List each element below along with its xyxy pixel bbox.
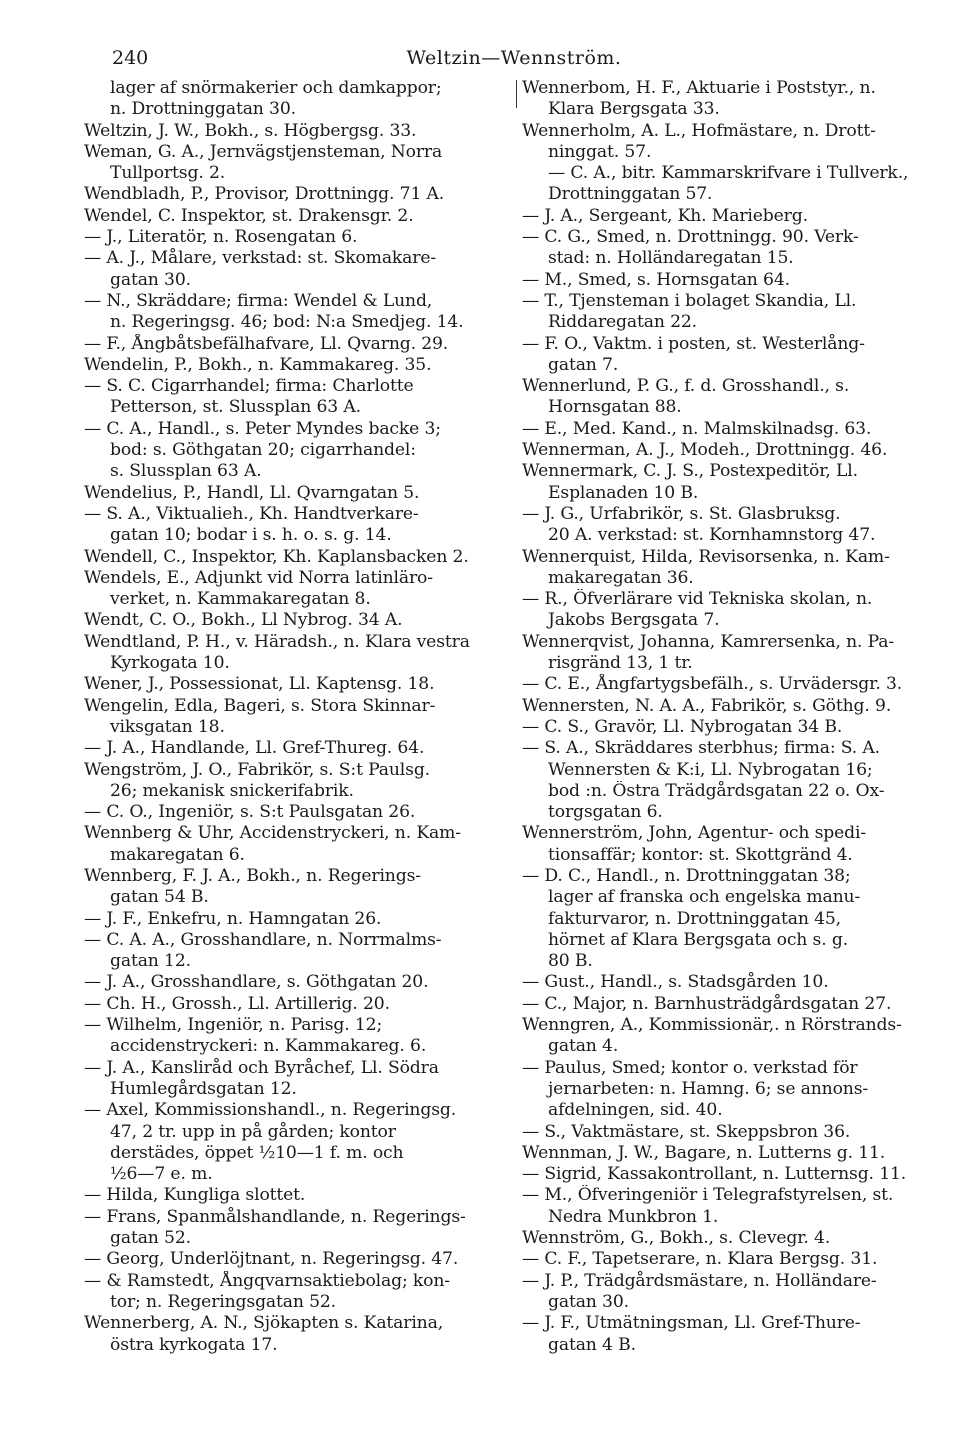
directory-line: — N., Skräddare; firma: Wendel & Lund,	[84, 290, 433, 311]
directory-line: — C. A., Handl., s. Peter Myndes backe 3;	[84, 418, 441, 439]
directory-line: — C. E., Ångfartygsbefälh., s. Urvädersgr. 3.	[522, 674, 903, 695]
directory-line: Wennerberg, A. N., Sjökapten s. Katarina,	[84, 1313, 444, 1334]
directory-line: — C. S., Gravör, Ll. Nybrogatan 34 B.	[522, 716, 843, 737]
directory-line: Wengelin, Edla, Bageri, s. Stora Skinnar-	[84, 695, 436, 716]
directory-line: Wendtland, P. H., v. Häradsh., n. Klara vestra	[84, 631, 470, 652]
directory-line: lager af snörmakerier och damkappor;	[110, 78, 442, 98]
directory-line: stad: n. Holländaregatan 15.	[548, 248, 794, 269]
directory-line: — J., Literatör, n. Rosengatan 6.	[84, 227, 358, 248]
directory-line: verket, n. Kammakaregatan 8.	[110, 589, 371, 610]
directory-line: gatan 30.	[548, 1291, 629, 1312]
directory-line: — D. C., Handl., n. Drottninggatan 38;	[522, 865, 851, 886]
directory-line: 20 A. verkstad: st. Kornhamnstorg 47.	[548, 525, 876, 546]
directory-line: — Hilda, Kungliga slottet.	[84, 1185, 306, 1206]
directory-line: Wendt, C. O., Bokh., Ll Nybrog. 34 A.	[84, 610, 403, 631]
directory-line: — Axel, Kommissionshandl., n. Regeringsg.	[84, 1100, 457, 1121]
directory-line: Wennström, G., Bokh., s. Clevegr. 4.	[522, 1228, 831, 1249]
directory-line: Humlegårdsgatan 12.	[110, 1078, 297, 1099]
directory-line: östra kyrkogata 17.	[110, 1334, 278, 1355]
directory-line: Wennman, J. W., Bagare, n. Lutterns g. 11.	[522, 1142, 886, 1163]
directory-line: gatan 7.	[548, 354, 619, 375]
directory-line: — E., Med. Kand., n. Malmskilnadsg. 63.	[522, 418, 872, 439]
directory-line: — S., Vaktmästare, st. Skeppsbron 36.	[522, 1121, 851, 1142]
directory-line: Nedra Munkbron 1.	[548, 1206, 719, 1227]
directory-line: gatan 4.	[548, 1036, 619, 1057]
page-header	[84, 44, 944, 72]
directory-line: — C., Major, n. Barnhusträdgårdsgatan 27.	[522, 993, 892, 1014]
directory-line: — Georg, Underlöjtnant, n. Regeringsg. 47.	[84, 1249, 459, 1270]
directory-line: — A. J., Målare, verkstad: st. Skomakare-	[84, 248, 437, 269]
directory-line: Wennberg & Uhr, Accidenstryckeri, n. Kam-	[84, 823, 461, 844]
directory-line: Wendelius, P., Handl, Ll. Qvarngatan 5.	[84, 482, 420, 503]
directory-line: 26; mekanisk snickerifabrik.	[110, 780, 354, 801]
directory-line: — Paulus, Smed; kontor o. verkstad för	[522, 1057, 858, 1078]
directory-line: s. Slussplan 63 A.	[110, 461, 262, 482]
running-title: Weltzin—Wennström.	[406, 47, 622, 69]
directory-line: Wendell, C., Inspektor, Kh. Kaplansbacken 2.	[84, 546, 469, 567]
directory-line: — C. A. A., Grosshandlare, n. Norrmalms-	[84, 929, 442, 950]
directory-line: Weman, G. A., Jernvägstjensteman, Norra	[84, 141, 443, 162]
column-divider	[516, 80, 517, 108]
directory-line: Wenngren, A., Kommissionär,. n Rörstrands-	[522, 1015, 902, 1036]
directory-line: — J. A., Kansliråd och Byråchef, Ll. Södra	[84, 1057, 439, 1078]
directory-line: Wengström, J. O., Fabrikör, s. S:t Paulsg.	[84, 759, 430, 780]
directory-line: — S. C. Cigarrhandel; firma: Charlotte	[84, 376, 414, 397]
directory-line: Klara Bergsgata 33.	[548, 99, 720, 120]
directory-line: viksgatan 18.	[110, 716, 225, 737]
directory-line: — C. A., bitr. Kammarskrifvare i Tullverk.,	[548, 163, 909, 184]
directory-line: Wendels, E., Adjunkt vid Norra latinläro-	[84, 567, 433, 588]
directory-line: — Sigrid, Kassakontrollant, n. Lutternsg. 11.	[522, 1164, 907, 1185]
directory-line: derstädes, öppet ½10—1 f. m. och	[110, 1142, 404, 1163]
directory-line: Wennersten, N. A. A., Fabrikör, s. Göthg. 9.	[522, 695, 892, 716]
directory-line: — Ch. H., Grossh., Ll. Artillerig. 20.	[84, 993, 390, 1014]
directory-line: Riddaregatan 22.	[548, 312, 697, 333]
directory-line: Petterson, st. Slussplan 63 A.	[110, 397, 361, 418]
directory-line: Wennerlund, P. G., f. d. Grosshandl., s.	[522, 376, 850, 397]
directory-line: — C. G., Smed, n. Drottningg. 90. Verk-	[522, 227, 859, 248]
directory-line: n. Drottninggatan 30.	[110, 99, 296, 120]
directory-line: — F., Ångbåtsbefälhafvare, Ll. Qvarng. 29.	[84, 333, 449, 354]
directory-line: ½6—7 e. m.	[110, 1164, 213, 1185]
directory-line: — J. P., Trädgårdsmästare, n. Holländare-	[522, 1270, 877, 1291]
directory-line: fakturvaror, n. Drottninggatan 45,	[548, 908, 841, 929]
directory-line: gatan 30.	[110, 269, 191, 290]
directory-line: bod: s. Göthgatan 20; cigarrhandel:	[110, 440, 416, 461]
directory-line: Wennermark, C. J. S., Postexpeditör, Ll.	[522, 461, 858, 482]
directory-line: tor; n. Regeringsgatan 52.	[110, 1291, 336, 1312]
directory-line: Wener, J., Possessionat, Ll. Kaptensg. 18.	[84, 674, 435, 695]
directory-line: — J. F., Enkefru, n. Hamngatan 26.	[84, 908, 382, 929]
directory-line: — Wilhelm, Ingeniör, n. Parisg. 12;	[84, 1015, 383, 1036]
directory-line: — S. A., Viktualieh., Kh. Handtverkare-	[84, 503, 419, 524]
directory-line: — Frans, Spanmålshandlande, n. Regerings-	[84, 1206, 466, 1227]
directory-line: Wennerman, A. J., Modeh., Drottningg. 46.	[522, 440, 888, 461]
directory-line: gatan 4 B.	[548, 1334, 636, 1355]
directory-line: 47, 2 tr. upp in på gården; kontor	[110, 1121, 396, 1142]
directory-line: risgränd 13, 1 tr.	[548, 653, 693, 674]
directory-line: — M., Öfveringeniör i Telegrafstyrelsen, st.	[522, 1185, 894, 1206]
directory-line: 80 B.	[548, 951, 593, 972]
directory-line: Wendel, C. Inspektor, st. Drakensgr. 2.	[84, 205, 414, 226]
directory-line: — C. O., Ingeniör, s. S:t Paulsgatan 26.	[84, 802, 416, 823]
directory-line: gatan 10; bodar i s. h. o. s. g. 14.	[110, 525, 392, 546]
directory-line: — M., Smed, s. Hornsgatan 64.	[522, 269, 790, 290]
directory-line: — Gust., Handl., s. Stadsgården 10.	[522, 972, 829, 993]
directory-line: Wendelin, P., Bokh., n. Kammakareg. 35.	[84, 354, 432, 375]
directory-line: Wennersten & K:i, Ll. Nybrogatan 16;	[548, 759, 873, 780]
directory-line: Hornsgatan 88.	[548, 397, 682, 418]
directory-line: bod :n. Östra Trädgårdsgatan 22 o. Ox-	[548, 780, 885, 801]
directory-line: gatan 12.	[110, 951, 191, 972]
directory-line: — C. F., Tapetserare, n. Klara Bergsg. 31.	[522, 1249, 878, 1270]
directory-line: Kyrkogata 10.	[110, 653, 230, 674]
directory-line: makaregatan 36.	[548, 567, 694, 588]
directory-line: — J. A., Grosshandlare, s. Göthgatan 20.	[84, 972, 429, 993]
directory-line: — F. O., Vaktm. i posten, st. Westerlång-	[522, 333, 865, 354]
right-column	[522, 78, 952, 1408]
directory-line: Wendbladh, P., Provisor, Drottningg. 71 A.	[84, 184, 445, 205]
directory-line: afdelningen, sid. 40.	[548, 1100, 723, 1121]
directory-line: Tullportsg. 2.	[110, 163, 226, 184]
directory-line: gatan 54 B.	[110, 887, 209, 908]
directory-line: accidenstryckeri: n. Kammakareg. 6.	[110, 1036, 427, 1057]
directory-line: Drottninggatan 57.	[548, 184, 713, 205]
directory-line: Jakobs Bergsgata 7.	[548, 610, 720, 631]
directory-line: Wennberg, F. J. A., Bokh., n. Regerings-	[84, 865, 421, 886]
directory-line: Wennerström, John, Agentur- och spedi-	[522, 823, 867, 844]
directory-line: Weltzin, J. W., Bokh., s. Högbergsg. 33.	[84, 120, 417, 141]
directory-line: — S. A., Skräddares sterbhus; firma: S. A.	[522, 738, 880, 759]
left-column	[84, 78, 512, 1408]
directory-line: tionsaffär; kontor: st. Skottgränd 4.	[548, 844, 853, 865]
directory-line: Wennerholm, A. L., Hofmästare, n. Drott-	[522, 120, 876, 141]
directory-line: — & Ramstedt, Ångqvarnsaktiebolag; kon-	[84, 1270, 450, 1291]
directory-line: jernarbeten: n. Hamng. 6; se annons-	[548, 1078, 869, 1099]
directory-line: ninggat. 57.	[548, 141, 652, 162]
directory-line: — J. F., Utmätningsman, Ll. Gref-Thure-	[522, 1313, 861, 1334]
directory-line: Esplanaden 10 B.	[548, 482, 699, 503]
directory-line: Wennerquist, Hilda, Revisorsenka, n. Kam-	[522, 546, 890, 567]
directory-line: — J. G., Urfabrikör, s. St. Glasbruksg.	[522, 503, 841, 524]
directory-line: lager af franska och engelska manu-	[548, 887, 861, 908]
directory-line: torgsgatan 6.	[548, 802, 663, 823]
directory-line: Wennerbom, H. F., Aktuarie i Poststyr., n.	[522, 78, 876, 98]
directory-line: gatan 52.	[110, 1228, 191, 1249]
page-number: 240	[112, 47, 149, 69]
directory-line: hörnet af Klara Bergsgata och s. g.	[548, 929, 849, 950]
directory-line: Wennerqvist, Johanna, Kamrersenka, n. Pa-	[522, 631, 895, 652]
directory-line: — R., Öfverlärare vid Tekniska skolan, n.	[522, 589, 873, 610]
directory-line: n. Regeringsg. 46; bod: N:a Smedjeg. 14.	[110, 312, 464, 333]
directory-line: — J. A., Handlande, Ll. Gref-Thureg. 64.	[84, 738, 425, 759]
directory-line: — J. A., Sergeant, Kh. Marieberg.	[522, 205, 808, 226]
directory-line: — T., Tjensteman i bolaget Skandia, Ll.	[522, 290, 857, 311]
directory-line: makaregatan 6.	[110, 844, 245, 865]
